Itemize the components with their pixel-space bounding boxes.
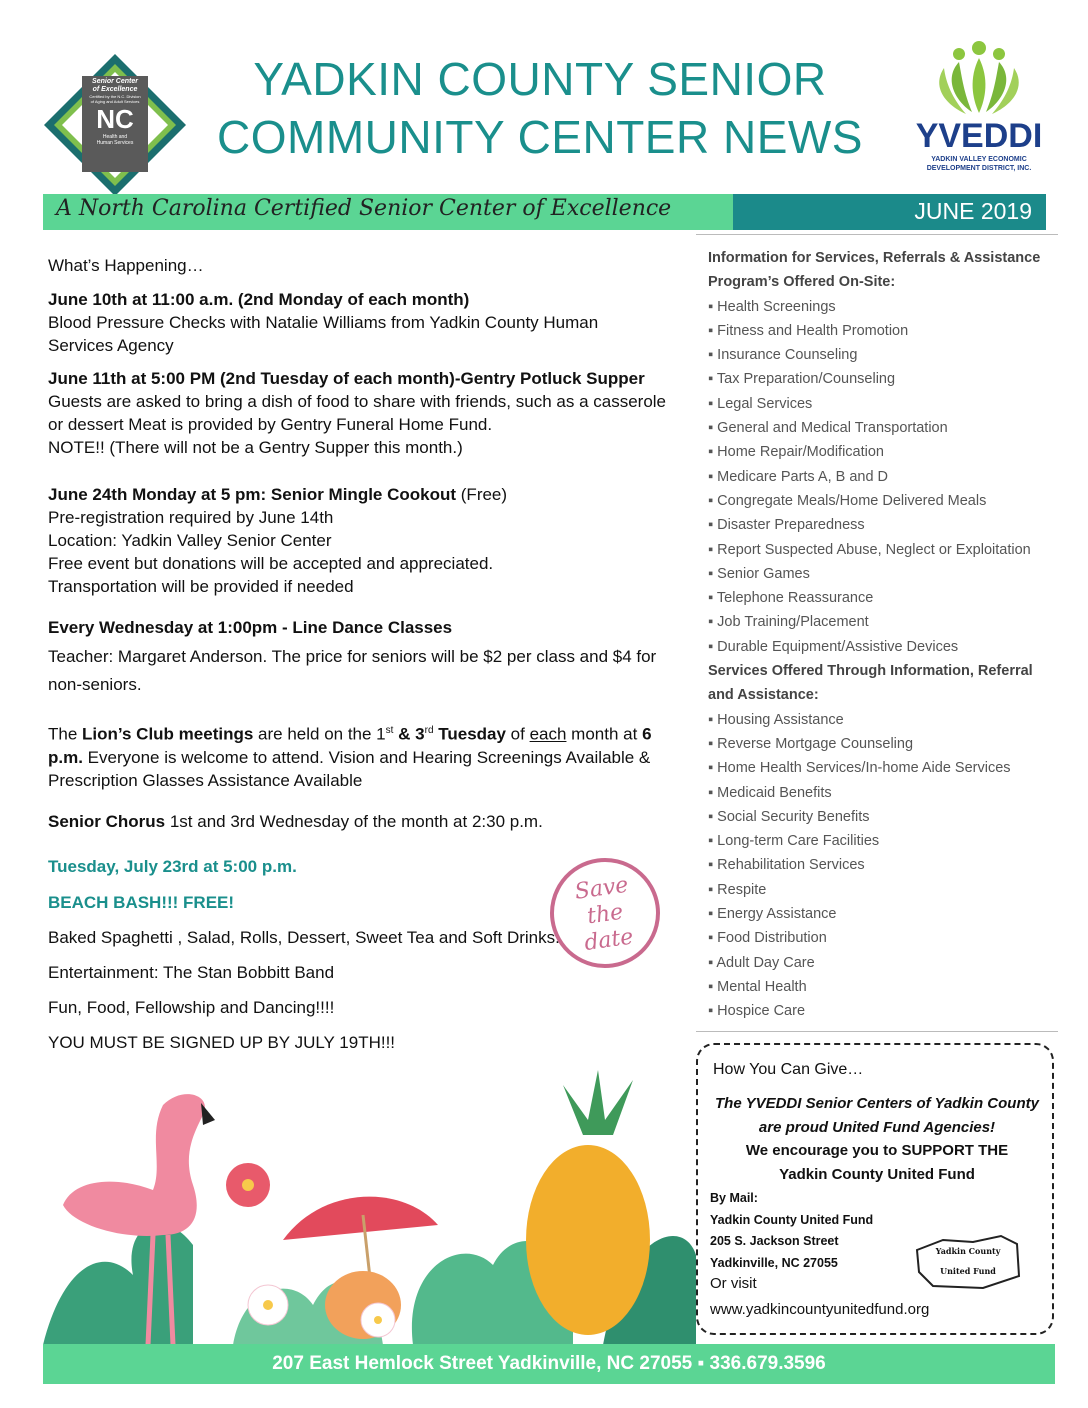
- chorus-label: Senior Chorus: [48, 811, 166, 831]
- event-bp-body: Blood Pressure Checks with Natalie Williams from Yadkin County Human Services Agency: [48, 313, 599, 355]
- visit-label: Or visit: [710, 1275, 757, 1292]
- sidebar-list-item: ▪ Insurance Counseling: [708, 347, 858, 364]
- give-line: We encourage you to SUPPORT THE: [745, 1142, 1009, 1159]
- lions-text: The: [48, 724, 83, 744]
- beach-bash-title: BEACH BASH!!! FREE!: [48, 892, 235, 912]
- events-heading: What’s Happening…: [48, 256, 204, 275]
- sidebar-list-item: ▪ Adult Day Care: [708, 954, 815, 971]
- lions-sup: rd: [424, 725, 434, 736]
- tagline: A North Carolina Certified Senior Center of Excellence: [56, 196, 672, 221]
- event-line-dance-body: Teacher: Margaret Anderson. The price for seniors will be $2 per class and $4 for non-seniors.: [48, 647, 657, 694]
- lions-text: each: [529, 724, 567, 744]
- sidebar-list-item: ▪ Congregate Meals/Home Delivered Meals: [708, 492, 987, 509]
- senior-chorus-text: [48, 810, 668, 833]
- sidebar-list-item: ▪ Medicare Parts A, B and D: [708, 468, 889, 485]
- lions-text: of: [505, 724, 530, 744]
- badge-line: Certified by the N.C. Division: [89, 94, 141, 99]
- divider: [696, 1031, 1058, 1032]
- map-label: Yadkin County: [935, 1246, 1001, 1256]
- senior-center-excellence-badge: [42, 52, 188, 198]
- badge-line: Human Services: [96, 140, 134, 146]
- lions-text: Lion’s Club meetings: [82, 724, 254, 744]
- badge-line: of Aging and Adult Services: [90, 99, 140, 104]
- sidebar-list-item: ▪ Reverse Mortgage Counseling: [708, 735, 914, 752]
- page-title: [170, 50, 910, 166]
- yadkin-county-map-logo: [913, 1232, 1023, 1292]
- sidebar-list-item: ▪ Tax Preparation/Counseling: [708, 371, 896, 388]
- yveddi-sub-1: YADKIN VALLEY ECONOMIC: [931, 156, 1027, 163]
- sidebar-list-item: ▪ Home Repair/Modification: [708, 444, 884, 461]
- yveddi-name: YVEDDI: [915, 117, 1043, 155]
- beach-bash-line: Baked Spaghetti , Salad, Rolls, Dessert, Sweet Tea and Soft Drinks.: [48, 927, 560, 947]
- title-line-1: YADKIN COUNTY SENIOR: [253, 53, 827, 105]
- sidebar-list-item: ▪ Mental Health: [708, 978, 807, 995]
- badge-line: NC: [96, 104, 134, 134]
- give-message: [700, 1092, 1054, 1186]
- yveddi-figures-icon: [914, 38, 1044, 118]
- sidebar-list-item: ▪ Hospice Care: [708, 1003, 806, 1020]
- united-fund-link[interactable]: www.yadkincountyunitedfund.org: [710, 1301, 930, 1318]
- lions-text: month at: [566, 724, 643, 744]
- sidebar-list-item: ▪ Respite: [708, 881, 767, 898]
- divider: [696, 234, 1058, 235]
- event-potluck-body: Guests are asked to bring a dish of food to share with friends, such as a casserole or dessert Meat is provided by Gentry Funeral Home Fund.: [48, 392, 667, 434]
- sidebar-subheading: Services Offered Through Information, Referral and Assistance:: [708, 663, 1033, 704]
- sidebar-list-item: ▪ Rehabilitation Services: [708, 857, 865, 874]
- beach-bash-line: Entertainment: The Stan Bobbitt Band: [48, 962, 335, 982]
- lions-club-text: [48, 719, 668, 792]
- sidebar-list-item: ▪ Report Suspected Abuse, Neglect or Exploitation: [708, 541, 1031, 558]
- badge-line: of Excellence: [92, 86, 138, 93]
- sidebar-subheading: Program’s Offered On-Site:: [708, 274, 896, 291]
- lions-text: & 3: [393, 724, 425, 744]
- stamp-word: Save: [573, 872, 630, 905]
- event-potluck-note: NOTE!! (There will not be a Gentry Supper this month.): [48, 438, 463, 457]
- stamp-word: the: [585, 899, 625, 930]
- give-line: are proud United Fund Agencies!: [758, 1118, 996, 1136]
- mailing-address: [710, 1188, 873, 1274]
- beach-bash-date: Tuesday, July 23rd at 5:00 p.m.: [48, 856, 297, 876]
- sidebar-list-item: ▪ Food Distribution: [708, 930, 827, 947]
- badge-line: Senior Center: [92, 78, 138, 85]
- sidebar-list-item: ▪ Housing Assistance: [708, 711, 844, 728]
- event-bp-title: June 10th at 11:00 a.m. (2nd Monday of each month): [48, 290, 470, 309]
- issue-date: JUNE 2019: [914, 198, 1032, 224]
- beach-bash-line: Fun, Food, Fellowship and Dancing!!!!: [48, 997, 335, 1017]
- mail-line: Yadkin County United Fund: [710, 1212, 874, 1227]
- map-label: United Fund: [940, 1266, 996, 1276]
- sidebar-list-item: ▪ Medicaid Benefits: [708, 784, 832, 801]
- sidebar-list-item: ▪ Social Security Benefits: [708, 808, 870, 825]
- give-line: The YVEDDI Senior Centers of Yadkin County: [715, 1095, 1039, 1112]
- sidebar-list-item: ▪ Long-term Care Facilities: [708, 833, 880, 850]
- sidebar-list-item: ▪ Legal Services: [708, 395, 813, 412]
- sidebar-list-item: ▪ Senior Games: [708, 565, 810, 582]
- beach-bash-line: YOU MUST BE SIGNED UP BY JULY 19TH!!!: [48, 1032, 396, 1052]
- tropical-illustration: [43, 1065, 696, 1345]
- footer-address: 207 East Hemlock Street Yadkinville, NC 27055 ▪ 336.679.3596: [272, 1353, 826, 1374]
- mingle-free: (Free): [456, 485, 508, 504]
- yveddi-sub-2: DEVELOPMENT DISTRICT, INC.: [926, 165, 1032, 172]
- sidebar-list-item: ▪ Disaster Preparedness: [708, 517, 865, 534]
- stamp-word: date: [582, 924, 635, 957]
- yveddi-logo: [914, 38, 1044, 178]
- lions-text: Tuesday: [433, 724, 506, 744]
- event-potluck-title: June 11th at 5:00 PM (2nd Tuesday of each month)-Gentry Potluck Supper: [48, 369, 645, 388]
- sidebar-list-item: ▪ Health Screenings: [708, 298, 836, 315]
- mingle-line: Location: Yadkin Valley Senior Center: [48, 531, 332, 550]
- lions-sup: st: [385, 725, 394, 736]
- issue-date-banner: [733, 194, 1046, 230]
- sidebar-list-item: ▪ Durable Equipment/Assistive Devices: [708, 638, 959, 655]
- mingle-line: Pre-registration required by June 14th: [48, 508, 334, 527]
- event-line-dance-title: Every Wednesday at 1:00pm - Line Dance Classes: [48, 618, 453, 637]
- give-line: Yadkin County United Fund: [779, 1165, 975, 1183]
- mail-label: By Mail:: [710, 1191, 758, 1205]
- mingle-line: Transportation will be provided if needed: [48, 577, 354, 596]
- onsite-programs-list: [708, 295, 1048, 659]
- sidebar-list-item: ▪ Home Health Services/In-home Aide Services: [708, 760, 1011, 777]
- footer-address-bar: [43, 1344, 1055, 1384]
- sidebar-list-item: ▪ Job Training/Placement: [708, 614, 869, 631]
- title-line-2: COMMUNITY CENTER NEWS: [217, 111, 863, 163]
- badge-line: Health and: [102, 134, 128, 140]
- mail-line: Yadkinville, NC 27055: [710, 1255, 838, 1270]
- sidebar-list-item: ▪ General and Medical Transportation: [708, 420, 948, 437]
- lions-text: 6 p.m.: [48, 724, 652, 767]
- services-sidebar: [708, 246, 1048, 1024]
- event-mingle-title: [48, 483, 668, 506]
- sidebar-list-item: ▪ Energy Assistance: [708, 906, 837, 923]
- sidebar-list-item: ▪ Telephone Reassurance: [708, 590, 874, 607]
- chorus-text: 1st and 3rd Wednesday of the month at 2:30 p.m.: [165, 811, 543, 831]
- mingle-line: Free event but donations will be accepted and appreciated.: [48, 554, 494, 573]
- give-heading: How You Can Give…: [713, 1061, 864, 1078]
- sidebar-list-item: ▪ Fitness and Health Promotion: [708, 322, 909, 339]
- referral-services-list: [708, 708, 1048, 1024]
- lions-text: are held on the 1: [253, 724, 386, 744]
- mingle-title-text: June 24th Monday at 5 pm: Senior Mingle Cookout: [48, 485, 457, 504]
- lions-text: Everyone is welcome to attend. Vision and Hearing Screenings Available & Prescription Glasses Assistance Available: [48, 747, 651, 790]
- mail-line: 205 S. Jackson Street: [710, 1234, 839, 1248]
- sidebar-heading: Information for Services, Referrals & Assistance: [708, 250, 1041, 266]
